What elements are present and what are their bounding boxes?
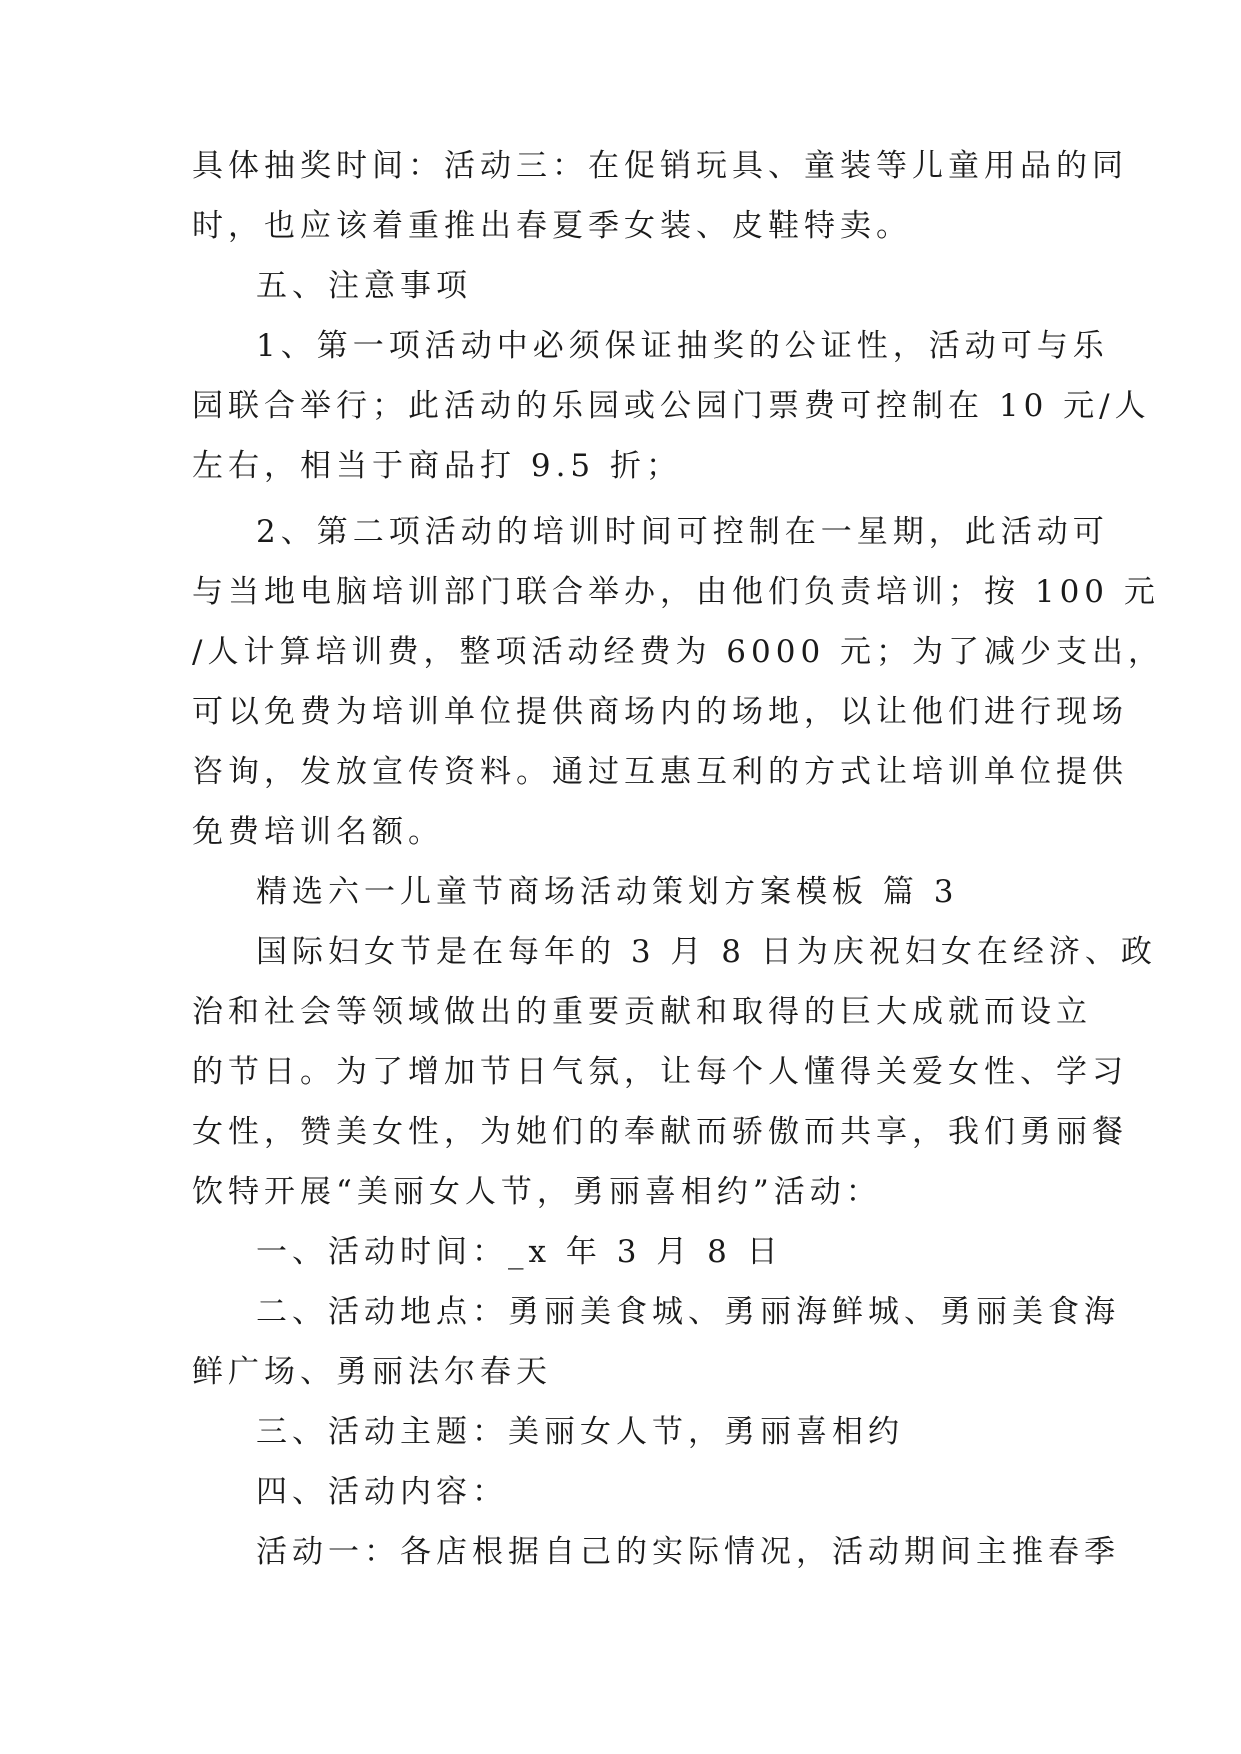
text-line: 鲜广场、勇丽法尔春天 bbox=[192, 1354, 552, 1390]
text-line: 免费培训名额。 bbox=[192, 814, 444, 850]
text-line: 左右，相当于商品打 9.5 折； bbox=[192, 448, 683, 484]
text-line: 国际妇女节是在每年的 3 月 8 日为庆祝妇女在经济、政 bbox=[256, 934, 1157, 970]
text-line: 饮特开展“美丽女人节，勇丽喜相约”活动： bbox=[192, 1174, 882, 1210]
text-line: 三、活动主题：美丽女人节，勇丽喜相约 bbox=[256, 1414, 904, 1450]
text-line: 可以免费为培训单位提供商场内的场地，以让他们进行现场 bbox=[192, 694, 1128, 730]
text-line: 咨询，发放宣传资料。通过互惠互利的方式让培训单位提供 bbox=[192, 754, 1128, 790]
text-line: 五、注意事项 bbox=[256, 268, 472, 304]
text-line: 1、第一项活动中必须保证抽奖的公证性，活动可与乐 bbox=[256, 328, 1109, 364]
text-line: /人计算培训费，整项活动经费为 6000 元；为了减少支出， bbox=[192, 634, 1165, 670]
text-line: 与当地电脑培训部门联合举办，由他们负责培训；按 100 元 bbox=[192, 574, 1160, 610]
text-line: 治和社会等领域做出的重要贡献和取得的巨大成就而设立 bbox=[192, 994, 1092, 1030]
text-line: 时，也应该着重推出春夏季女装、皮鞋特卖。 bbox=[192, 208, 912, 244]
text-line: 园联合举行；此活动的乐园或公园门票费可控制在 10 元/人 bbox=[192, 388, 1151, 424]
text-line: 的节日。为了增加节日气氛，让每个人懂得关爱女性、学习 bbox=[192, 1054, 1128, 1090]
text-line: 具体抽奖时间：活动三：在促销玩具、童装等儿童用品的同 bbox=[192, 148, 1128, 184]
text-line: 2、第二项活动的培训时间可控制在一星期，此活动可 bbox=[256, 514, 1109, 550]
text-line: 四、活动内容： bbox=[256, 1474, 508, 1510]
text-line: 女性，赞美女性，为她们的奉献而骄傲而共享，我们勇丽餐 bbox=[192, 1114, 1128, 1150]
text-line: 一、活动时间：_x 年 3 月 8 日 bbox=[256, 1234, 783, 1270]
text-line: 精选六一儿童节商场活动策划方案模板 篇 3 bbox=[256, 874, 959, 910]
text-line: 活动一：各店根据自己的实际情况，活动期间主推春季 bbox=[256, 1534, 1120, 1570]
text-line: 二、活动地点：勇丽美食城、勇丽海鲜城、勇丽美食海 bbox=[256, 1294, 1120, 1330]
